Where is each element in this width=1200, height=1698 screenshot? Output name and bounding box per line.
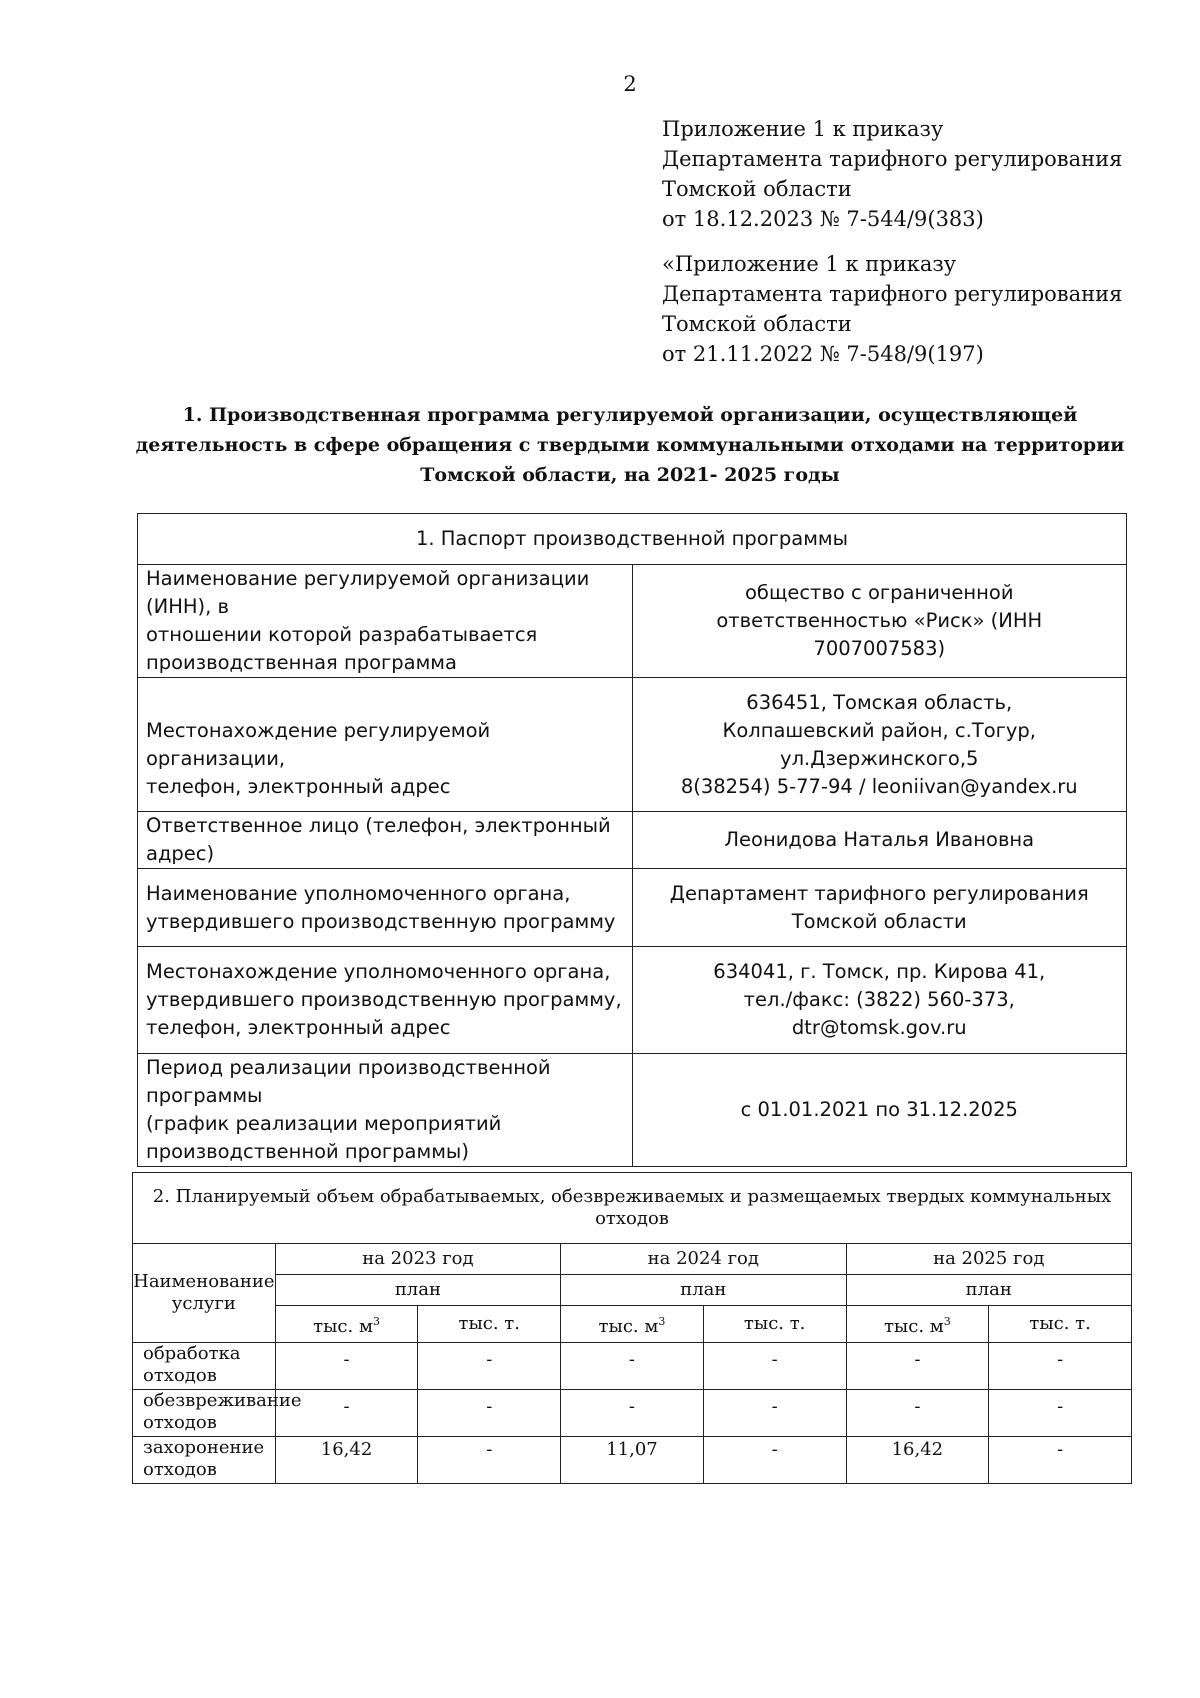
table-cell: - xyxy=(275,1343,418,1390)
table-row xyxy=(138,812,1127,869)
section-title-line: 1. Производственная программа регулируемой организации, осуществляющей xyxy=(182,404,1078,426)
appendix-line: от 21.11.2022 № 7-548/9(197) xyxy=(662,342,984,366)
service-name: обработка отходов xyxy=(133,1343,276,1390)
value-line: 7007007583) xyxy=(813,637,946,660)
table-cell: - xyxy=(846,1390,989,1437)
section-title xyxy=(130,400,1130,490)
passport-label xyxy=(138,565,633,678)
table-cell: - xyxy=(561,1390,704,1437)
passport-value xyxy=(632,565,1127,678)
table-row xyxy=(138,947,1127,1054)
passport-value xyxy=(632,947,1127,1054)
label-line: производственной программы) xyxy=(146,1140,469,1163)
table-cell: - xyxy=(989,1437,1132,1484)
year-header: на 2023 год xyxy=(275,1244,560,1275)
label-line: телефон, электронный адрес xyxy=(146,1016,451,1039)
unit-t-header: тыс. т. xyxy=(989,1306,1132,1343)
table-row xyxy=(133,1437,1132,1484)
plan-header: план xyxy=(275,1275,560,1306)
value-line: 8(38254) 5-77-94 / leoniivan@yandex.ru xyxy=(680,774,1078,798)
label-line: Местонахождение регулируемой организации, xyxy=(146,719,491,770)
label-line: отношении которой разрабатывается xyxy=(146,623,538,646)
table-row xyxy=(138,678,1127,812)
unit-t-header: тыс. т. xyxy=(703,1306,846,1343)
passport-value xyxy=(632,869,1127,947)
value-line: общество с ограниченной xyxy=(745,581,1014,604)
label-line: Местонахождение уполномоченного органа, xyxy=(146,960,611,983)
table-row xyxy=(133,1244,1132,1275)
table-cell: - xyxy=(561,1343,704,1390)
value-line: ответственностью «Риск» (ИНН xyxy=(716,609,1043,632)
plan-header: план xyxy=(846,1275,1131,1306)
volume-table-caption: 2. Планируемый объем обрабатываемых, обезвреживаемых и размещаемых твердых коммунальных отходов xyxy=(133,1173,1132,1244)
passport-label xyxy=(138,947,633,1054)
value-line: ул.Дзержинского,5 xyxy=(780,746,979,770)
table-cell: - xyxy=(418,1343,561,1390)
page-number: 2 xyxy=(623,72,637,96)
section-title-line: деятельность в сфере обращения с твердыми коммунальными отходами на территории xyxy=(135,434,1125,456)
service-name: захоронение отходов xyxy=(133,1437,276,1484)
table-cell: - xyxy=(846,1343,989,1390)
appendix-line: Приложение 1 к приказу xyxy=(662,117,944,141)
passport-label xyxy=(138,869,633,947)
table-row xyxy=(133,1306,1132,1343)
waste-volume-table xyxy=(132,1172,1132,1484)
passport-value xyxy=(632,812,1127,869)
passport-heading: 1. Паспорт производственной программы xyxy=(138,514,1127,565)
label-line: телефон, электронный адрес xyxy=(146,775,451,798)
table-row xyxy=(133,1343,1132,1390)
year-header: на 2024 год xyxy=(561,1244,846,1275)
value-line: dtr@tomsk.gov.ru xyxy=(791,1016,967,1039)
table-row xyxy=(133,1275,1132,1306)
appendix-line: Департамента тарифного регулирования xyxy=(662,147,1123,171)
label-line: (график реализации мероприятий xyxy=(146,1112,502,1135)
passport-value xyxy=(632,678,1127,812)
table-cell: - xyxy=(989,1390,1132,1437)
passport-label xyxy=(138,678,633,812)
value-line: Колпашевский район, с.Тогур, xyxy=(722,718,1036,742)
table-cell: - xyxy=(703,1437,846,1484)
label-line: утвердившего производственную программу, xyxy=(146,988,622,1011)
label-line: Наименование уполномоченного органа, xyxy=(146,881,571,905)
value-line: тел./факс: (3822) 560-373, xyxy=(743,988,1015,1011)
table-cell: - xyxy=(703,1390,846,1437)
value-line: Департамент тарифного регулирования xyxy=(669,881,1089,905)
table-cell: - xyxy=(418,1390,561,1437)
passport-label xyxy=(138,1054,633,1167)
table-cell: 16,42 xyxy=(846,1437,989,1484)
value-line: с 01.01.2021 по 31.12.2025 xyxy=(740,1098,1018,1121)
unit-m3-header: тыс. $м^3$ xyxy=(561,1306,704,1343)
table-cell: - xyxy=(989,1343,1132,1390)
appendix-previous-order xyxy=(662,249,1122,369)
service-name-header: Наименование услуги xyxy=(133,1244,276,1343)
table-cell: 11,07 xyxy=(561,1437,704,1484)
table-row xyxy=(138,1054,1127,1167)
passport-value xyxy=(632,1054,1127,1167)
appendix-line: Томской области xyxy=(662,177,852,201)
year-header: на 2025 год xyxy=(846,1244,1131,1275)
unit-t-header: тыс. т. xyxy=(418,1306,561,1343)
table-row xyxy=(133,1390,1132,1437)
table-cell: 16,42 xyxy=(275,1437,418,1484)
unit-m3-header: тыс. $м^3$ xyxy=(846,1306,989,1343)
label-line: Ответственное лицо (телефон, электронный адрес) xyxy=(146,814,611,865)
value-line: Томской области xyxy=(791,909,967,933)
plan-header: план xyxy=(561,1275,846,1306)
appendix-line: Департамента тарифного регулирования xyxy=(662,282,1123,306)
label-line: производственная программа xyxy=(146,651,457,674)
appendix-current-order xyxy=(662,114,1122,234)
table-cell: - xyxy=(703,1343,846,1390)
service-name: обезвреживание отходов xyxy=(133,1390,276,1437)
unit-m3-header: тыс. $м^3$ xyxy=(275,1306,418,1343)
value-line: 634041, г. Томск, пр. Кирова 41, xyxy=(713,960,1046,983)
label-line: утвердившего производственную программу xyxy=(146,909,616,933)
passport-label xyxy=(138,812,633,869)
appendix-line: Томской области xyxy=(662,312,852,336)
value-line: 636451, Томская область, xyxy=(746,690,1013,714)
label-line: Период реализации производственной программы xyxy=(146,1056,551,1107)
appendix-line: «Приложение 1 к приказу xyxy=(662,252,957,276)
table-row xyxy=(138,565,1127,678)
passport-table xyxy=(137,513,1127,1167)
appendix-line: от 18.12.2023 № 7-544/9(383) xyxy=(662,207,984,231)
table-cell: - xyxy=(418,1437,561,1484)
value-line: Леонидова Наталья Ивановна xyxy=(724,828,1035,851)
table-cell: - xyxy=(275,1390,418,1437)
section-title-line: Томской области, на 2021- 2025 годы xyxy=(420,464,840,486)
table-row xyxy=(138,869,1127,947)
label-line: Наименование регулируемой организации (ИНН), в xyxy=(146,567,590,618)
